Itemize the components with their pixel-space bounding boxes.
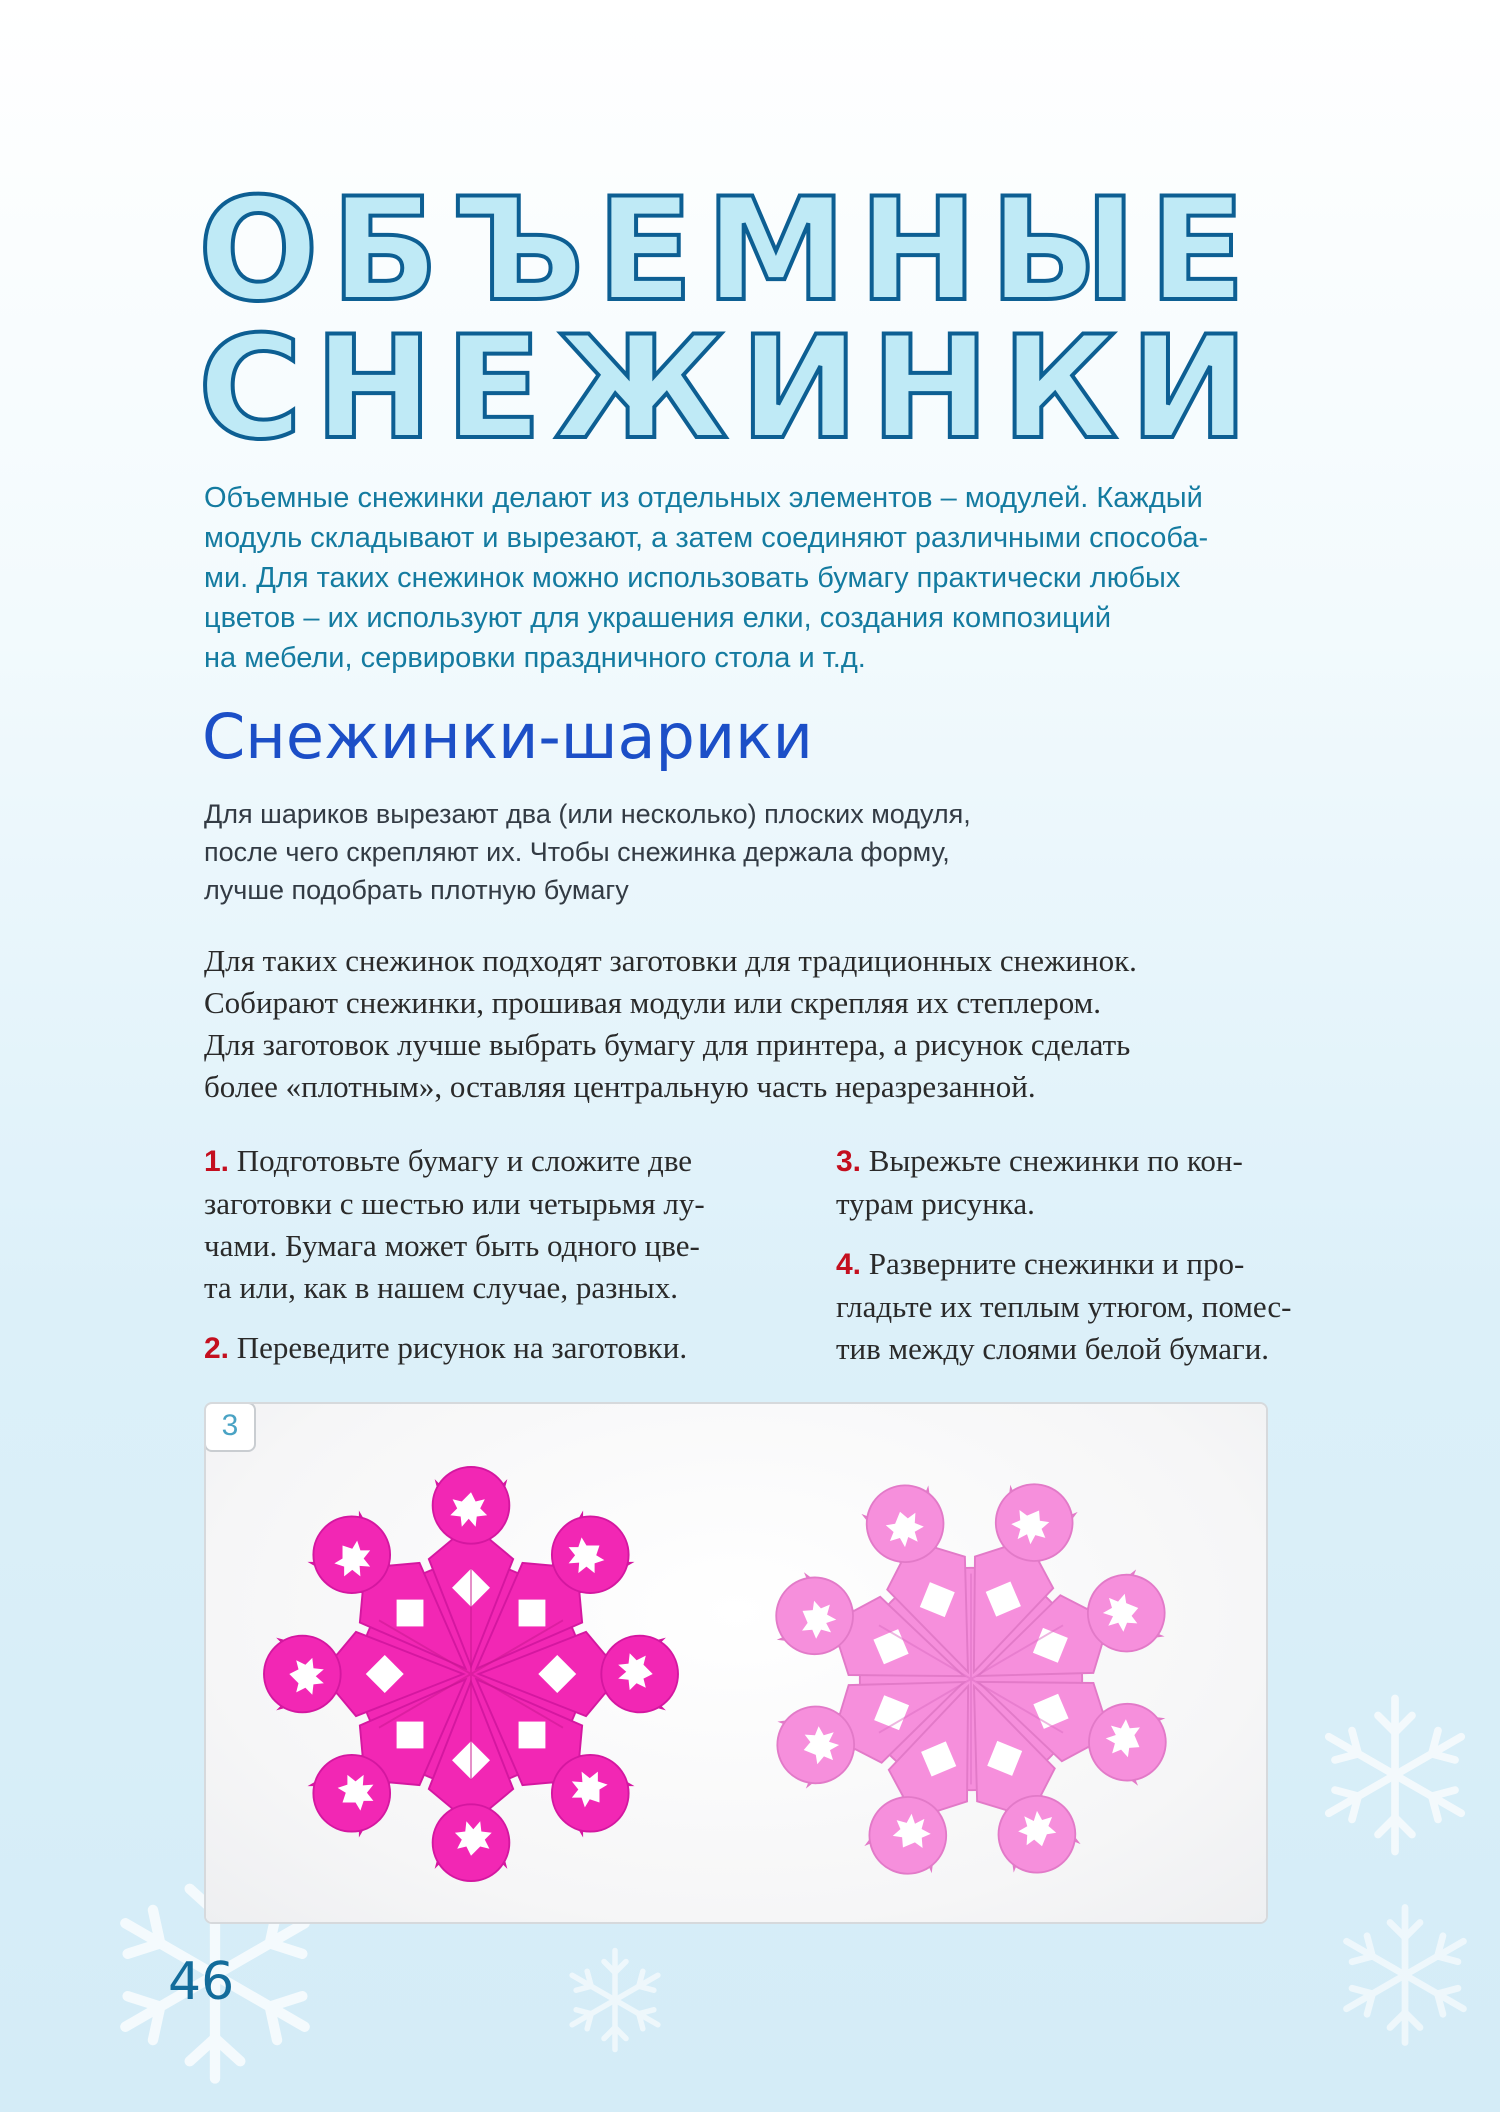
page-number: 46 <box>168 1952 235 2012</box>
page-title <box>198 168 1261 471</box>
step-line: турам рисунка. <box>836 1186 1035 1221</box>
step-item <box>836 1243 1376 1370</box>
intro-line: цветов – их используют для украшения елки, создания композиций <box>204 602 1112 634</box>
step-number: 1. <box>204 1145 230 1178</box>
body-line: Для заготовок лучше выбрать бумагу для принтера, а рисунок сделать <box>204 1027 1131 1062</box>
step-number: 2. <box>204 1332 230 1365</box>
decorative-snowflake-icon <box>1310 1690 1480 1860</box>
light-pink-snowflake-image <box>736 1449 1206 1909</box>
step-line: та или, как в нашем случае, разных. <box>204 1270 678 1305</box>
pink-snowflake-image <box>236 1444 706 1904</box>
step-text: Переведите рисунок на заготовки. <box>236 1330 688 1365</box>
intro-line: на мебели, сервировки праздничного стола и т.д. <box>204 642 866 674</box>
intro-line: модуль складывают и вырезают, а затем соединяют различными способа- <box>204 522 1209 554</box>
step-line: тив между слоями белой бумаги. <box>836 1331 1270 1366</box>
snowflakes-photo <box>204 1402 1268 1924</box>
decorative-snowflake-icon <box>560 1945 670 2055</box>
title-line: СНЕЖИНКИ <box>198 306 1261 471</box>
step-line <box>204 1327 784 1370</box>
intro-paragraph <box>204 478 1344 678</box>
step-text: Подготовьте бумагу и сложите две <box>236 1143 693 1178</box>
intro-line: ми. Для таких снежинок можно использовать бумагу практически любых <box>204 562 1181 594</box>
steps-column-right <box>836 1140 1376 1388</box>
step-line <box>204 1140 784 1183</box>
photo-number-label: 3 <box>204 1402 256 1452</box>
decorative-snowflake-icon <box>1330 1900 1480 2050</box>
step-item <box>836 1140 1376 1225</box>
body-paragraph <box>204 940 1354 1108</box>
step-number: 4. <box>836 1248 862 1281</box>
step-line: чами. Бумага может быть одного цве- <box>204 1228 700 1263</box>
intro-line: Объемные снежинки делают из отдельных элементов – модулей. Каждый <box>204 482 1203 514</box>
body-line: более «плотным», оставляя центральную часть неразрезанной. <box>204 1069 1036 1104</box>
step-text: Вырежьте снежинки по кон- <box>868 1143 1243 1178</box>
lead-line: после чего скрепляют их. Чтобы снежинка держала форму, <box>204 837 950 867</box>
step-line: заготовки с шестью или четырьмя лу- <box>204 1186 705 1221</box>
steps-column-left <box>204 1140 784 1388</box>
title-line: ОБЪЕМНЫЕ <box>198 168 1258 333</box>
section-lead <box>204 795 1204 909</box>
step-item <box>204 1140 784 1309</box>
step-text: Разверните снежинки и про- <box>868 1246 1245 1281</box>
step-line <box>836 1243 1376 1286</box>
step-number: 3. <box>836 1145 862 1178</box>
step-line: гладьте их теплым утюгом, помес- <box>836 1289 1292 1324</box>
step-item <box>204 1327 784 1370</box>
step-line <box>836 1140 1376 1183</box>
body-line: Для таких снежинок подходят заготовки для традиционных снежинок. <box>204 943 1137 978</box>
lead-line: Для шариков вырезают два (или несколько) плоских модуля, <box>204 799 971 829</box>
body-line: Собирают снежинки, прошивая модули или скрепляя их степлером. <box>204 985 1102 1020</box>
section-heading: Снежинки-шарики <box>202 700 813 773</box>
lead-line: лучше подобрать плотную бумагу <box>204 875 629 905</box>
